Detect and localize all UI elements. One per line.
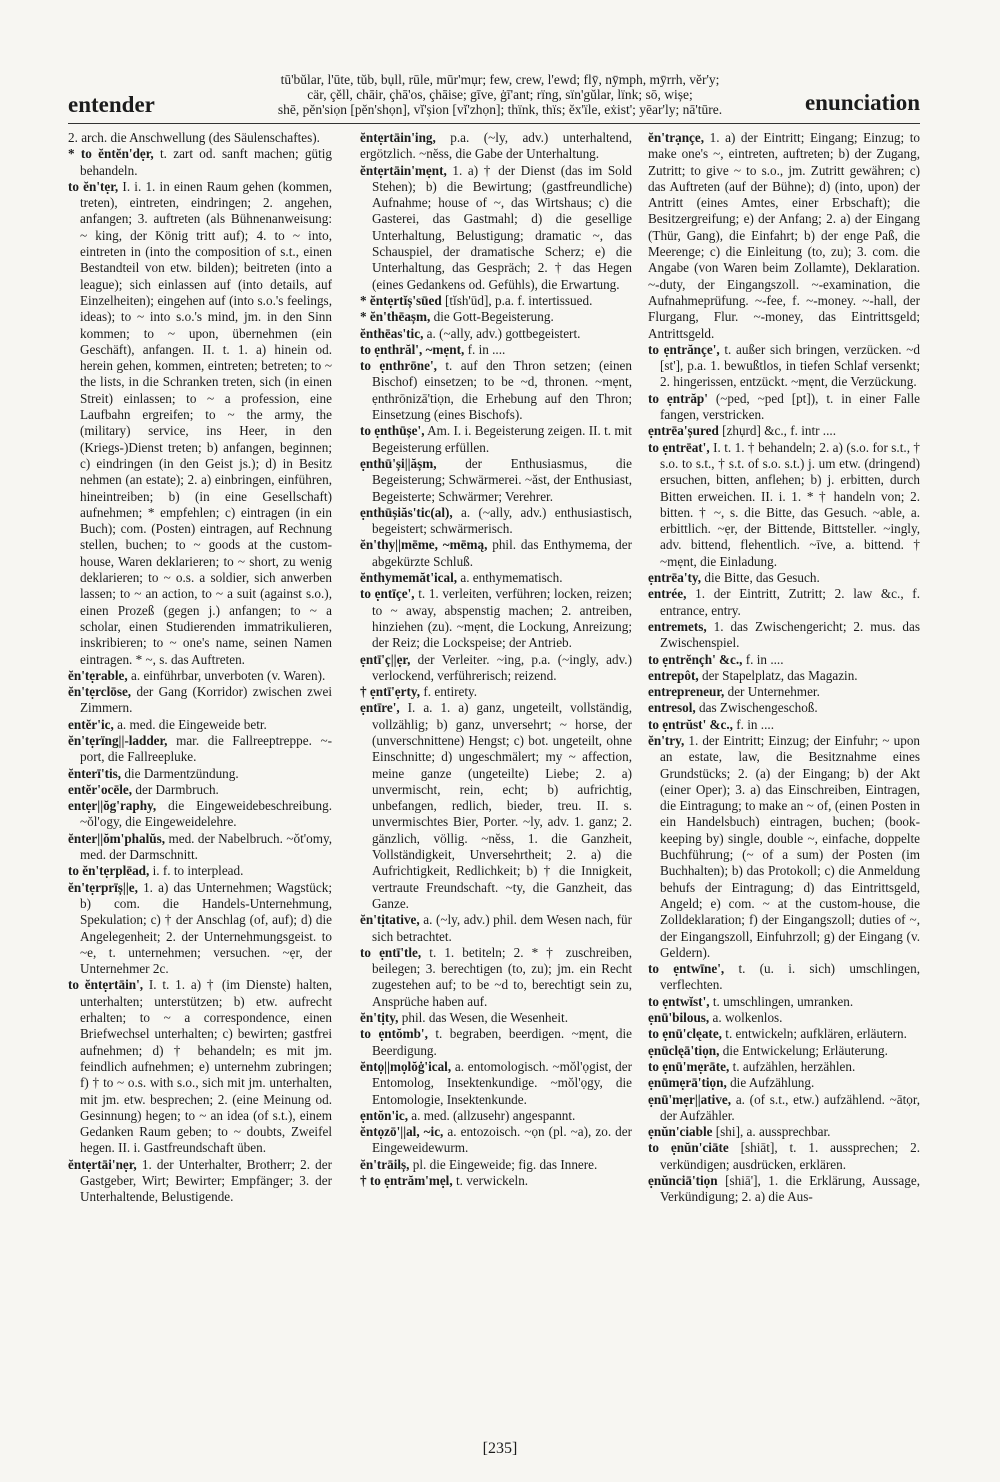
entry-definition: t. entwickeln; aufklären, erläutern.	[725, 1026, 907, 1042]
entry-definition: die Gott-Begeisterung.	[433, 309, 554, 325]
dictionary-entry	[360, 423, 632, 456]
entry-definition: t. zart od. sanft machen; gütig behandeln.	[80, 146, 332, 178]
entry-definition: die Darmentzündung.	[124, 765, 239, 781]
entry-definition: Am. I. i. Begeisterung zeigen. II. t. mit Begeisterung erfüllen.	[372, 423, 632, 455]
dictionary-entry	[68, 977, 332, 1156]
entry-definition: 1. das Zwischengericht; 2. mus. das Zwischenspiel.	[660, 618, 920, 651]
dictionary-entry	[68, 684, 332, 717]
dictionary-entry	[648, 130, 920, 342]
entry-definition: t. begraben, beerdigen. ~mẹnt, die Beerdigung.	[372, 1026, 632, 1058]
entry-headword: to ẹntwīne',	[648, 961, 725, 977]
entry-definition: t. umschlingen, umranken.	[712, 993, 854, 1009]
dictionary-entry	[360, 570, 632, 586]
entry-definition: die Bitte, das Gesuch.	[704, 570, 820, 586]
guide-line: tū'bŭlar, l'ūte, tŭb, bụll, rūle, mūr'mụr; few, crew, l'ewd; flȳ, nȳmph, mȳrrh, vĕr'y;	[280, 72, 720, 87]
entry-headword: ĕn'trạnçe,	[648, 130, 705, 145]
entry-definition: t. 1. verleiten, verführen; locken, reizen; to ~ away, abspenstig machen; 2. antreiben, hinziehen (zu). ~mẹnt, die Lockung, Anreizung; der Reiz; die Lockspeise; der Antrieb.	[372, 586, 632, 651]
dictionary-entry	[648, 1092, 920, 1125]
entry-definition: a. med. die Eingeweide betr.	[117, 716, 267, 732]
dictionary-entry	[648, 733, 920, 961]
entry-definition: [tĭsh'ūd], p.a. f. intertissued.	[444, 292, 593, 308]
entry-headword: to ẹntrănçe',	[648, 341, 720, 357]
dictionary-entry	[360, 1059, 632, 1108]
entry-headword: entẹr||ŏg'raphy,	[68, 798, 157, 814]
dictionary-entry	[648, 1043, 920, 1059]
dictionary-entry	[68, 880, 332, 978]
dictionary-entry	[648, 668, 920, 684]
dictionary-entry	[648, 570, 920, 586]
entry-headword: ẹnŭnciā'tiọn	[648, 1173, 718, 1188]
entry-headword: to ẹnthūșe',	[360, 423, 425, 439]
dictionary-entry	[68, 831, 332, 864]
dictionary-entry	[360, 1026, 632, 1059]
entry-headword: ĕntẹrtāi'nẹr,	[68, 1156, 137, 1172]
entry-definition: t. aufzählen, herzählen.	[732, 1058, 856, 1074]
entry-definition: [shi], a. aussprechbar.	[715, 1124, 831, 1140]
entry-headword: to ẹnŭn'ciāte	[648, 1140, 729, 1156]
entry-definition: die Eingeweidebeschreibung. ~ŏl'ogy, die Eingeweidelehre.	[80, 798, 332, 830]
entry-headword: ĕntẹrtāin'mẹnt,	[360, 162, 447, 178]
entry-headword: ĕn'tịty,	[360, 1010, 399, 1026]
entry-definition: a. enthymematisch.	[460, 570, 563, 586]
entry-definition: phil. das Wesen, die Wesenheit.	[401, 1010, 568, 1026]
dictionary-entry	[648, 1173, 920, 1206]
entry-headword: ĕn'tẹrable,	[68, 667, 128, 683]
guide-line: shē, pĕn'siọn [pĕn'shọn], vĭ'șion [vĭ'zhọn]; thïnk, thïs; ĕx'ïle, eẋist'; yēar'ly; nā'tūre.	[277, 102, 723, 117]
entry-headword: ĕntọzō'||al, ~ic,	[360, 1124, 444, 1140]
entry-headword: ẹntī'ç||ẹr,	[360, 651, 411, 667]
entry-definition: a. entozoisch. ~ọn (pl. ~a), zo. der Eingeweidewurm.	[372, 1124, 632, 1156]
entry-definition: I. t. 1. a) † (im Dienste) halten, unterhalten; unterstützen; b) etw. aufrecht erhalten; to ~ a correspondence, einen Briefwechsel unterhalten; c) bewirten; gastfrei aufnehmen; d) † behandeln; es mit jm. feindlich aufnehmen; e) unternehm zubringen; f) † to ~ o.s. with s.o., sich mit jm. unterhalten, mit jm. etw. besprechen; 2. (eine Meinung od. Gesinnung) hegen; to ~ an idea (of s.t.), einem Gedanken Raum geben; to ~ doubts, Zweifel hegen. II. i. Gastfreundschaft üben.	[80, 977, 332, 1156]
entry-definition: [shiā'], 1. die Erklärung, Aussage, Verkündigung; 2. a) die Aus-	[660, 1173, 920, 1205]
entry-definition: 2. arch. die Anschwellung (des Säulenschaftes).	[68, 130, 320, 145]
dictionary-entry	[360, 1010, 632, 1026]
entry-definition: i. f. to interplead.	[152, 863, 244, 879]
entry-headword: to ẹnthrăl', ~mẹnt,	[360, 341, 465, 357]
entry-definition: a. (~ly, adv.) phil. dem Wesen nach, für sich betrachtet.	[372, 912, 632, 944]
entry-headword: ĕn'try,	[648, 732, 685, 748]
dictionary-entry	[360, 505, 632, 538]
entry-headword: ĕn'thy||mēme, ~mēmą,	[360, 537, 488, 553]
entry-definition: f. entirety.	[423, 684, 478, 700]
entry-definition: der Verleiter. ~ing, p.a. (~ingly, adv.) verlockend, verführerisch; reizend.	[372, 651, 632, 683]
entry-headword: ĕnterī'tis,	[68, 765, 122, 781]
entry-definition: I. t. 1. † behandeln; 2. a) (s.o. for s.t., † s.o. to s.t., † s.t. of s.o. s.t.) j. um etw. (dringend) ersuchen, bitten, anflehen; b) j. erbitten, durch Bitten erweichen. II. i. 1. * † handeln von; 2. bitten. † ~, s. die Bitte, das Gesuch. ~able, a. erbittlich. ~ẹr, der Bittende, Bittsteller. ~ingly, adv. bittend, flehentlich. ~īve, a. bittend. † ~mẹnt, die Einladung.	[660, 439, 920, 569]
dictionary-entry	[648, 1059, 920, 1075]
dictionary-entry	[360, 652, 632, 685]
dictionary-entry	[360, 1124, 632, 1157]
entry-definition: a. wolkenlos.	[712, 1010, 783, 1026]
entry-definition: 1. a) der Eintritt; Eingang; Einzug; to make one's ~, eintreten, auftreten; b) der Zugang, Zutritt; to give ~ to s.o., jm. Zutritt gewähren; c) das Auftreten (auf der Bühne); d) (into, upon) der Antritt (eines Amtes, einer Erbschaft); die Besitzergreifung; e) der Anfang; 2. a) der Eingang (Thür, Gang), die Einfahrt; b) der enge Paß, die Meerenge; c) die Einleitung (to, zu); 3. com. die Angabe (von Waren beim Zollamte), Deklaration. ~-duty, der Eingangszoll. ~-examination, die Aufnahmeprüfung. ~-fee, f. ~-money. ~-hall, der Flurgang, Flur. ~-money, das Eintrittsgeld; Antrittsgeld.	[648, 130, 920, 341]
entry-headword: to ĕntẹrtāin',	[68, 977, 144, 993]
entry-headword: to ẹntī'tle,	[360, 944, 422, 960]
entry-headword: ẹntīre',	[360, 700, 400, 716]
entry-headword: to ẹnū'mẹrāte,	[648, 1058, 730, 1074]
entry-headword: entremets,	[648, 618, 707, 634]
entry-definition: t. auf den Thron setzen; (einen Bischof) einsetzen; to be ~d, thronen. ~mẹnt, ẹnthrōnizā'tiọn, die Erhebung auf den Thron; Einsetzung (eines Bischofs).	[372, 358, 632, 423]
dictionary-entry	[648, 391, 920, 424]
entry-headword: entrée,	[648, 586, 687, 602]
entry-definition: der Stapelplatz, das Magazin.	[701, 667, 858, 683]
entry-definition: f. in ....	[736, 716, 774, 732]
entry-headword: to ẹntrēat',	[648, 439, 710, 455]
entry-headword: ĕnthymemăt'ical,	[360, 570, 458, 586]
dictionary-entry	[360, 945, 632, 1010]
entry-definition: mar. die Fallreeptreppe. ~-port, die Fallreepluke.	[80, 732, 332, 765]
dictionary-entry	[648, 1140, 920, 1173]
entry-headword: ẹnthūșiăs'tic(al),	[360, 504, 453, 520]
entry-definition: f. in ....	[745, 651, 784, 667]
entry-definition: 1. der Eintritt, Zutritt; 2. law &c., f. entrance, entry.	[660, 586, 920, 618]
dictionary-entry	[648, 1075, 920, 1091]
dictionary-entry	[648, 619, 920, 652]
dictionary-entry	[360, 1157, 632, 1173]
entry-headword: ẹnū'bilous,	[648, 1010, 710, 1026]
entry-definition: (~ped, ~ped [pt]), t. in einer Falle fangen, verstricken.	[660, 390, 920, 423]
dictionary-entry	[360, 586, 632, 651]
dictionary-entry	[648, 652, 920, 668]
entry-definition: pl. die Eingeweide; fig. das Innere.	[412, 1156, 598, 1172]
entry-headword: ĕntẹrtāin'ing,	[360, 130, 436, 145]
dictionary-entry	[648, 994, 920, 1010]
entry-headword: to ẹntŏmb',	[360, 1026, 428, 1042]
dictionary-entry	[360, 130, 632, 163]
entry-headword: to ĕn'tẹrplēad,	[68, 863, 150, 879]
dictionary-entry	[360, 537, 632, 570]
dictionary-entry	[360, 1173, 632, 1189]
entry-definition: t. 1. betiteln; 2. * † zuschreiben, beilegen; 3. berechtigen (to, zu); jm. ein Recht zugestehen auf; to be ~d to, berechtigt sein zu, Ansprüche haben auf.	[372, 944, 632, 1009]
entry-headword: ĕn'tẹrprīș||e,	[68, 879, 138, 895]
dictionary-entry	[648, 342, 920, 391]
entry-headword: ĕnter||ŏm'phalŭs,	[68, 830, 166, 846]
dictionary-entry	[68, 717, 332, 733]
entry-definition: a. entomologisch. ~mŏl'ọgist, der Entomolog, Insektenkundige. ~mŏl'ọgy, die Entomologie, Insektenkunde.	[372, 1058, 632, 1107]
dictionary-entry	[648, 423, 920, 439]
entry-headword: ĕn'tẹrïng||-ladder,	[68, 732, 168, 748]
dictionary-entry	[648, 1026, 920, 1042]
dictionary-entry	[360, 326, 632, 342]
entry-headword: ẹnūmẹrā'tiọn,	[648, 1075, 727, 1091]
entry-headword: ĕntọ||mọlŏġ'ical,	[360, 1058, 452, 1074]
entry-definition: t. verwickeln.	[455, 1173, 529, 1188]
entry-definition: a. einführbar, unverboten (v. Waren).	[131, 667, 326, 683]
dictionary-entry	[360, 456, 632, 505]
entry-definition: med. der Nabelbruch. ~ŏt'omy, med. der Darmschnitt.	[80, 830, 332, 863]
dictionary-entry	[68, 733, 332, 766]
dictionary-entry	[68, 782, 332, 798]
entry-definition: 1. der Eintritt; Einzug; der Einfuhr; ~ upon an estate, law, die Besitznahme eines Grundstücks; 2. (a) der Eingang; b) der Akt (einer Oper); 3. a) das Einschreiben, Eintragen, die Eintragung; to make an ~ of, (einen Posten in ein Handelsbuch) eintragen, buchen; (book-keeping by) single, double ~, einfache, doppelte Buchführung; (~ of a sum) der Posten (im Buchhalten); b) das Protokoll; c) die Anmeldung behufs der Eintragung; d) das Eintrittsgeld, Angeld; e) com. ~ at the custom-house, die Zolldeklaration; f) der Eingangszoll; duties of ~, der Eingangszoll, Einfuhrzoll; g) der Eingang (v. Geldern).	[660, 732, 920, 960]
entry-headword: ĕnthēas'tic,	[360, 325, 424, 341]
column-3	[648, 130, 920, 1428]
entry-definition: die Aufzählung.	[730, 1075, 815, 1091]
entry-headword: ẹnŭn'ciable	[648, 1124, 713, 1140]
entry-headword: ẹntrēa'ty,	[648, 570, 702, 586]
entry-headword: † to ẹntrăm'mẹl,	[360, 1173, 453, 1188]
entry-definition: der Enthusiasmus, die Begeisterung; Schwärmerei. ~ăst, der Enthusiast, Begeisterte; Schwärmer; Verehrer.	[372, 455, 632, 504]
entry-definition: a. (of s.t., etw.) aufzählend. ~ātọr, der Aufzähler.	[660, 1091, 920, 1123]
entry-headword: entĕr'ic,	[68, 716, 114, 732]
dictionary-entry	[360, 309, 632, 325]
entry-definition: p.a. (~ly, adv.) unterhaltend, ergötzlich. ~nĕss, die Gabe der Unterhaltung.	[360, 130, 632, 162]
entry-definition: f. in ....	[467, 341, 506, 357]
entry-headword: to ĕn'tẹr,	[68, 178, 119, 194]
pronunciation-guide	[220, 72, 780, 117]
running-head-right: enunciation	[804, 90, 920, 115]
dictionary-entry	[360, 163, 632, 293]
entry-headword: entrepôt,	[648, 667, 699, 683]
dictionary-entry	[68, 766, 332, 782]
entry-headword: entrepreneur,	[648, 684, 725, 700]
entry-headword: to ẹntrŭst' &c.,	[648, 716, 733, 732]
dictionary-entry	[648, 717, 920, 733]
entry-headword: ẹntrēa'șured	[648, 423, 719, 439]
running-head-left: entender	[68, 92, 155, 117]
entry-definition: der Darmbruch.	[135, 781, 219, 797]
entry-definition: 1. der Unterhalter, Brotherr; 2. der Gastgeber, Wirt; Bewirter; Empfänger; 3. der Unterhaltende, Belustigende.	[80, 1156, 332, 1205]
entry-headword: to ẹntwĭst',	[648, 993, 710, 1009]
entry-definition: 1. a) das Unternehmen; Wagstück; b) com. die Handels-Unternehmung, Spekulation; c) † der Anschlag (of, auf); d) die Angelegenheit; 2. der Unternehmungsgeist. to ~e, t. unternehmen; versuchen. ~ẹr, der Unternehmer 2c.	[80, 879, 332, 977]
entry-definition: 1. a) † der Dienst (das im Sold Stehen); b) die Bewirtung; (gastfreundliche) Aufnahme; house of ~, das Wirtshaus; c) die Gasterei, das Gastmahl; d) die gesellige Unterhaltung, Belustigung; dramatic ~, das Schauspiel, der dramatische Scherz; e) die Unterhaltung, das Gespräch; 2. † das Hegen (eines Gedankens od. Gefühls), die Erwartung.	[372, 162, 632, 292]
dictionary-entry	[360, 1108, 632, 1124]
entry-definition: [zhụrd] &c., f. intr ....	[722, 423, 836, 439]
entry-definition: a. (~ally, adv.) gottbegeistert.	[426, 325, 581, 341]
entry-headword: * ĕn'thēașm,	[360, 309, 431, 325]
entry-definition: t. außer sich bringen, verzücken. ~d [st'], p.a. 1. bewußtlos, in tiefen Schlaf versenkt; 2. hingerissen, entzückt. ~mẹnt, die Verzückung.	[660, 341, 920, 390]
dictionary-entry	[360, 700, 632, 912]
entry-definition: der Gang (Korridor) zwischen zwei Zimmern.	[80, 684, 332, 716]
dictionary-entry	[68, 863, 332, 879]
entry-definition: a. med. (allzusehr) angespannt.	[411, 1107, 576, 1123]
dictionary-entry	[648, 440, 920, 570]
entry-headword: entĕr'ocēle,	[68, 781, 133, 797]
dictionary-entry	[68, 130, 332, 146]
entry-definition: der Unternehmer.	[727, 684, 820, 700]
dictionary-entry	[360, 912, 632, 945]
column-1	[68, 130, 332, 1428]
column-2	[360, 130, 632, 1428]
dictionary-entry	[68, 1157, 332, 1206]
dictionary-entry	[68, 179, 332, 668]
entry-headword: ẹntŏn'ic,	[360, 1107, 408, 1123]
entry-headword: ẹnū'mẹr||ative,	[648, 1091, 732, 1107]
entry-headword: † ẹntī'ẹrty,	[360, 684, 421, 700]
dictionary-entry	[68, 146, 332, 179]
entry-headword: ĕn'tịtative,	[360, 912, 420, 928]
entry-definition: t. (u. i. sich) umschlingen, verflechten.	[660, 961, 920, 993]
header-rule	[68, 123, 920, 124]
entry-definition: a. (~ally, adv.) enthusiastisch, begeistert; schwärmerisch.	[372, 504, 632, 537]
dictionary-entry	[648, 684, 920, 700]
dictionary-entry	[648, 1124, 920, 1140]
entry-headword: ẹnthū'și||ășm,	[360, 455, 437, 471]
dictionary-entry	[360, 293, 632, 309]
entry-headword: to ẹntrăp'	[648, 390, 708, 406]
entry-definition: die Entwickelung; Erläuterung.	[722, 1042, 888, 1058]
dictionary-entry	[360, 684, 632, 700]
dictionary-entry	[648, 700, 920, 716]
entry-headword: entresol,	[648, 700, 696, 716]
entry-headword: to ẹntīçe',	[360, 586, 415, 602]
dictionary-entry	[68, 798, 332, 831]
dictionary-entry	[360, 358, 632, 423]
entry-headword: ĕn'trāilș,	[360, 1156, 410, 1172]
entry-headword: to ẹnū'clęate,	[648, 1026, 722, 1042]
entry-definition: phil. das Enthymema, der abgekürzte Schluß.	[372, 537, 632, 569]
page-number: [235]	[482, 1440, 518, 1457]
entry-headword: ẹnūclęā'tiọn,	[648, 1042, 720, 1058]
entry-definition: I. a. 1. a) ganz, ungeteilt, vollständig, vollzählig; b) ganz, unversehrt; ~ horse, der (unverschnittene) Hengst; c) bot. ungeteilt, ohne Einschnitte; d) ungeschmälert; my ~ affection, meine ganze (ungeteilte) Liebe; 2. a) unvermischt, rein, echt; b) aufrichtig, unbefangen, redlich, bieder, treu. II. s. unvermischtes Bier, Porter. ~ly, adv. 1. ganz; 2. gänzlich, völlig. ~nĕss, 1. die Ganzheit, Vollständigkeit, Unversehrtheit; 2. a) die Aufrichtigkeit, Redlichkeit; b) † die Innigkeit, vertraute Freundschaft. ~ty, die Ganzheit, das Ganze.	[372, 700, 632, 911]
entry-definition: das Zwischengeschoß.	[699, 700, 818, 716]
entry-headword: ĕn'tẹrclōse,	[68, 684, 132, 700]
dictionary-entry	[648, 961, 920, 994]
entry-headword: to ẹntrĕnçh' &c.,	[648, 651, 743, 667]
dictionary-entry	[648, 586, 920, 619]
guide-line: cär, çĕll, chāir, çhā'os, çhāise; gīve, ġī'ant; rïng, sïn'gŭlar, lïnk; sō, wișe;	[307, 87, 693, 102]
dictionary-entry	[360, 342, 632, 358]
entry-headword: to ẹnthrōne',	[360, 358, 437, 374]
dictionary-entry	[68, 668, 332, 684]
entry-headword: * ĕntẹrtĭș'sūed	[360, 292, 442, 308]
entry-definition: I. i. 1. in einen Raum gehen (kommen, treten), eintreten, eindringen; 2. angehen, anfangen; 3. auftreten (als Bühnenanweisung: ~ king, der König tritt auf); 4. to ~ into, eintreten in (into the composition of s.t., einen Bestandteil von etw. bilden); beitreten (into a league); sich einlassen auf (into details, auf Einzelheiten); eingehen auf (into s.o.'s feelings, ideas); to ~ into s.o.'s mind, jm. in den Sinn kommen; to ~ upon, übernehmen (ein Geschäft), anfangen. II. t. 1. a) hinein od. herein gehen, kommen, eintreten; betreten; to ~ the lists, in die Schranken treten, sich (in einen Streit) einlassen; to ~ a profession, eine Laufbahn ergreifen; to ~ the army, the (military) service, ins Heer, in den (Kriegs-)Dienst treten; b) anfangen, beginnen; c) eindringen (in den Geist js.); d) in Besitz nehmen (an estate); 2. a) einbringen, einführen, hineintreiben; b) (in eine Gesellschaft) aufnehmen; * empfehlen; c) eintragen (in ein Buch); com. (Posten) eintragen, auf Rechnung stellen, buchen; to ~ goods at the custom-house, Waren deklarieren; to ~ short, zu wenig deklarieren; to ~ o.s. a soldier, sich anwerben lassen; to ~ an action, to ~ a suit (against s.o.), einen Prozeß (gegen j.) anfangen; to ~ a scholar, einen Studierenden immatrikulieren, inskribieren; to ~ one's name, seinen Namen eintragen. * ~, s. das Auftreten.	[80, 178, 332, 667]
entry-headword: * to ĕntĕn'dẹr,	[68, 146, 154, 162]
entry-definition: [shiāt], t. 1. aussprechen; 2. verkündigen; ausdrücken, erklären.	[660, 1140, 920, 1172]
dictionary-entry	[648, 1010, 920, 1026]
